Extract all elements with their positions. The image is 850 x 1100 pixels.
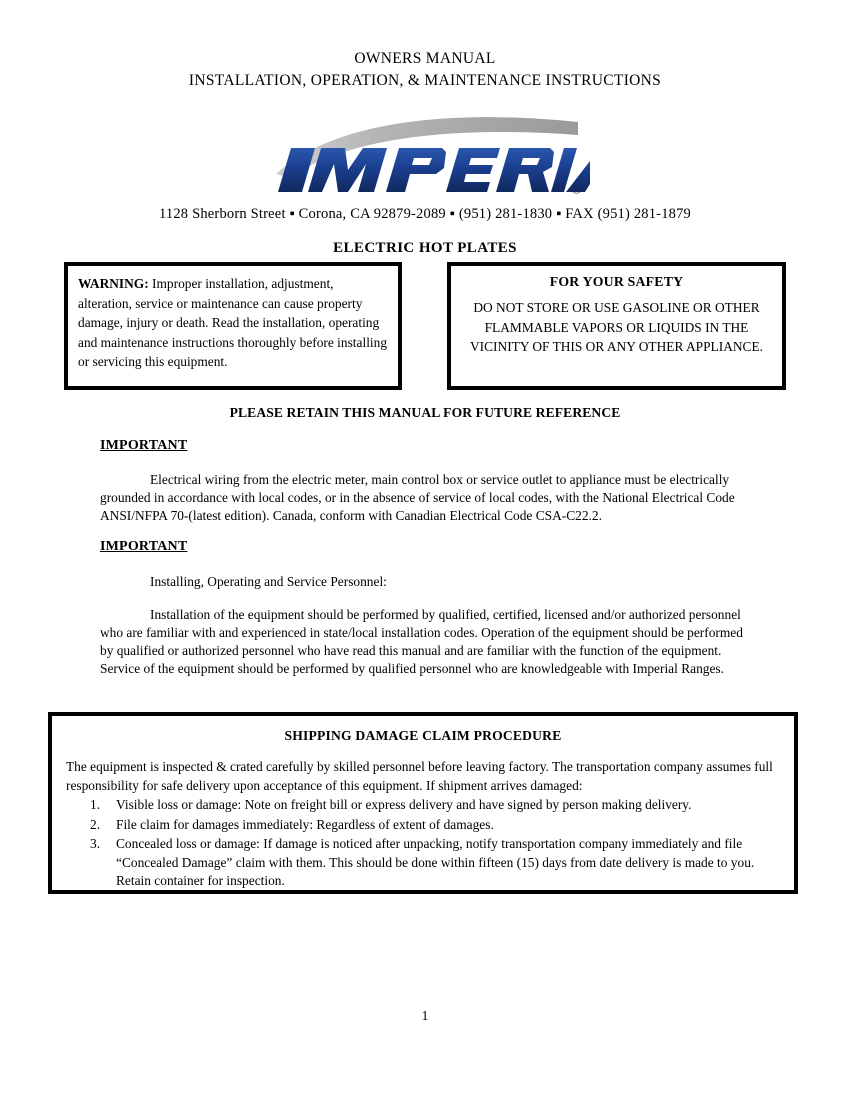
warning-box (64, 262, 402, 390)
list-item (66, 835, 780, 891)
safety-box (447, 262, 786, 390)
list-item (66, 796, 780, 815)
registered-trademark-icon: ® (572, 183, 582, 197)
header-title-line-2: INSTALLATION, OPERATION, & MAINTENANCE INSTRUCTIONS (188, 72, 662, 89)
list-item (66, 816, 780, 835)
important-section-electrical (100, 438, 750, 525)
important-heading-2: IMPORTANT (100, 539, 188, 554)
imperial-logo-svg (260, 108, 590, 200)
shipping-box-title: SHIPPING DAMAGE CLAIM PROCEDURE (284, 728, 562, 743)
important-paragraph-2: Installation of the equipment should be performed by qualified, certified, licensed and/or authorized personnel who are familiar with and experienced in state/local installation codes. Operation of the equipment should be performed by qualified or authorized personnel who have read this manual and are familiar with the function of the equipment. Service of the equipment should be performed by qualified personnel who are knowledgeable with Imperial Ranges. (100, 607, 743, 676)
product-title: ELECTRIC HOT PLATES (333, 240, 517, 256)
logo-wordmark (278, 148, 590, 192)
important-section-personnel (100, 539, 750, 678)
personnel-subheading: Installing, Operating and Service Personnel: (150, 574, 387, 589)
list-item-number: 3. (90, 836, 101, 851)
company-address: 1128 Sherborn Street ▪ Corona, CA 92879-2089 ▪ (951) 281-1830 ▪ FAX (951) 281-1879 (158, 206, 692, 222)
shipping-steps-list (66, 796, 780, 891)
list-item-number: 2. (90, 816, 101, 832)
safety-box-text: DO NOT STORE OR USE GASOLINE OR OTHER FLAMMABLE VAPORS OR LIQUIDS IN THE VICINITY OF THIS OR ANY OTHER APPLIANCE. (470, 300, 763, 355)
important-paragraph-1: Electrical wiring from the electric meter, main control box or service outlet to appliance must be electrically grounded in accordance with local codes, or in the absence of service of local codes, with the National Electrical Code ANSI/NFPA 70-(latest edition). Canada, conform with Canadian Electrical Code CSA-C22.2. (100, 472, 735, 523)
list-item-text: Concealed loss or damage: If damage is noticed after unpacking, notify transportation company immediately and file “Concealed Damage” claim with them. This should be done within fifteen (15) days from date delivery is made to you. Retain container for inspection. (116, 836, 755, 888)
header-title-line-1: OWNERS MANUAL (354, 50, 496, 67)
page-number: 1 (421, 1008, 429, 1023)
shipping-intro-text: The equipment is inspected & crated carefully by skilled personnel before leaving factory. The transportation company assumes full responsibility for safe delivery upon acceptance of this equipment. If shipment arrives damaged: (66, 759, 773, 793)
list-item-text: File claim for damages immediately: Regardless of extent of damages. (116, 816, 494, 832)
list-item-number: 1. (90, 797, 101, 812)
notice-box-row (64, 262, 786, 390)
brand-logo (0, 108, 850, 200)
retain-manual-notice: PLEASE RETAIN THIS MANUAL FOR FUTURE REFERENCE (229, 405, 621, 420)
warning-text (78, 274, 388, 372)
important-heading-1: IMPORTANT (100, 438, 188, 453)
document-header (0, 48, 850, 92)
safety-box-title: FOR YOUR SAFETY (549, 274, 684, 289)
warning-body: Improper installation, adjustment, alteration, service or maintenance can cause property damage, injury or death. Read the installation, operating and maintenance instructions thoroughly before installing or servicing this equipment. (78, 276, 388, 370)
warning-label: WARNING: (78, 276, 149, 291)
shipping-damage-claim-box (48, 712, 798, 894)
list-item-text: Visible loss or damage: Note on freight bill or express delivery and have signed by person making delivery. (116, 797, 692, 812)
